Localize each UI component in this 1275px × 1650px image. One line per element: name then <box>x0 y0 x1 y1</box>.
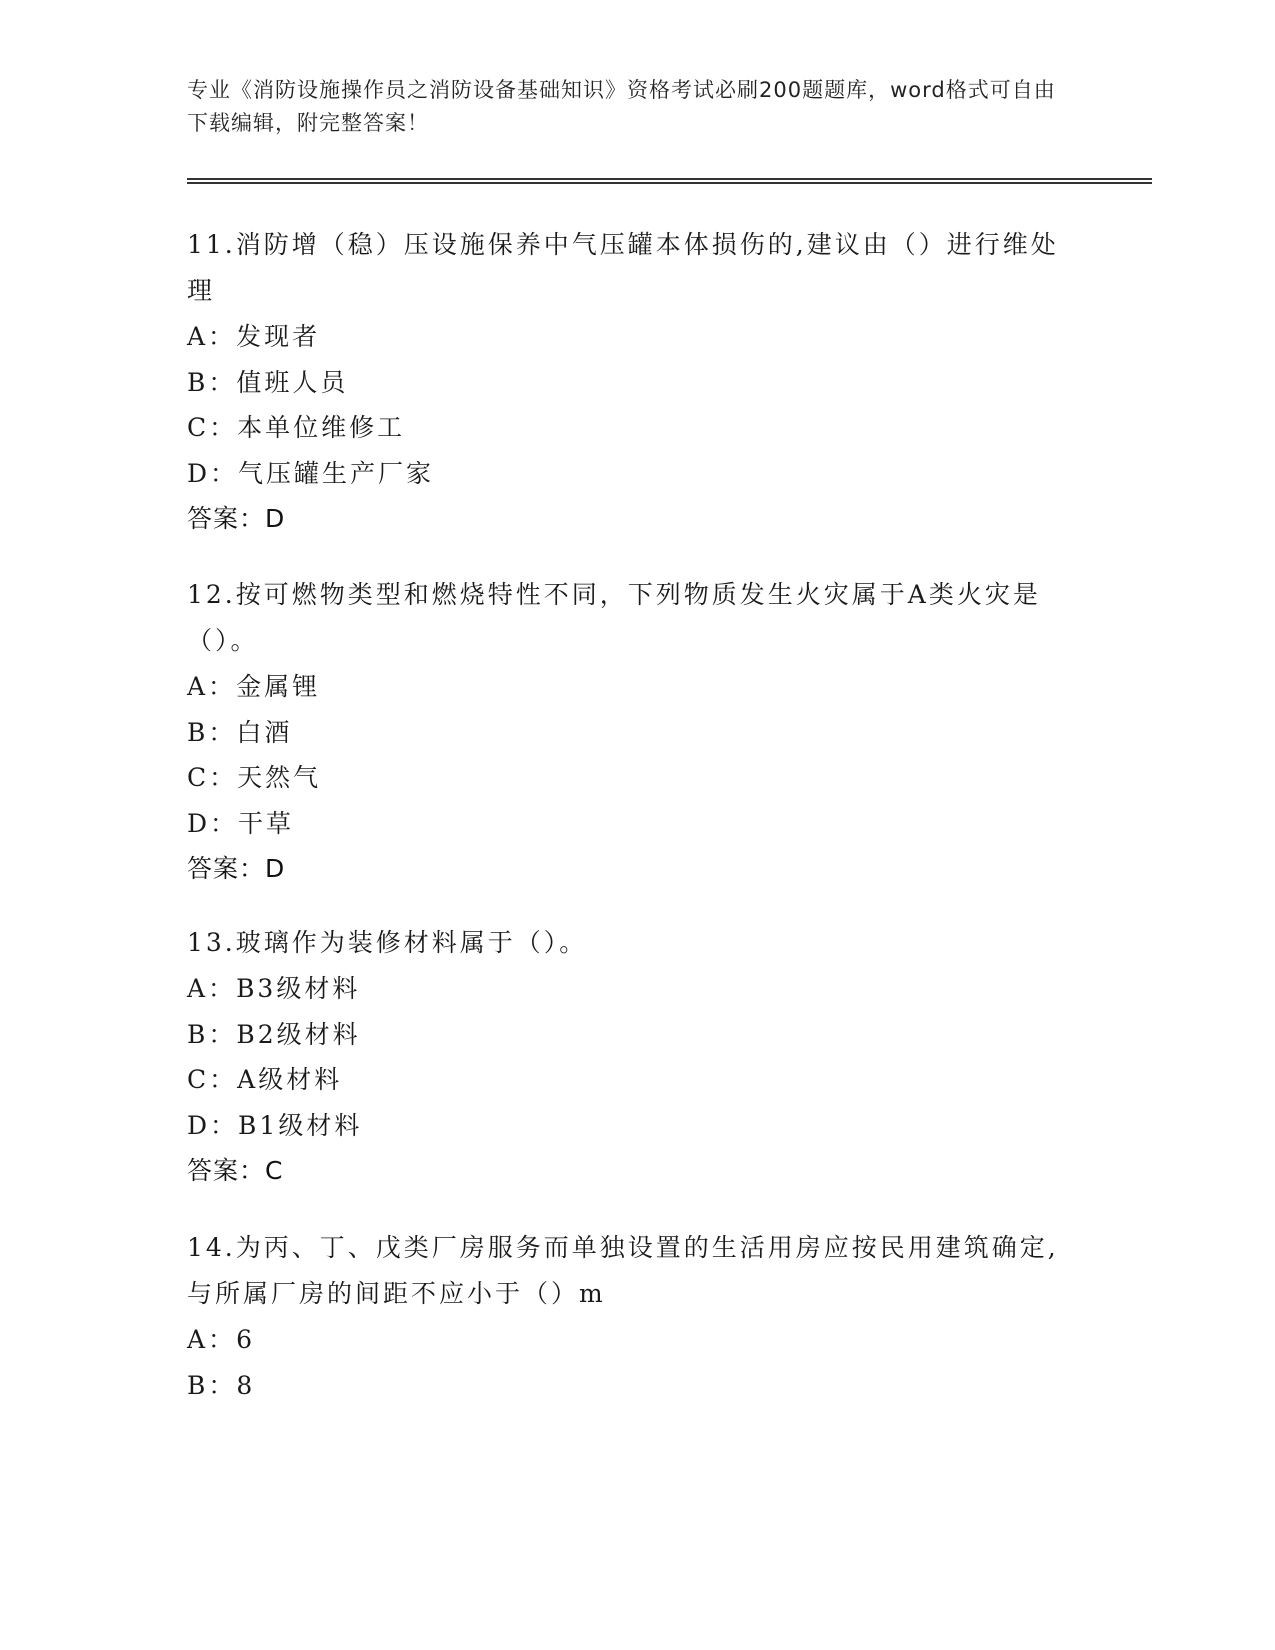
header-divider <box>187 178 1152 184</box>
option-text: 金属锂 <box>236 672 321 701</box>
option-letter: B： <box>187 717 237 747</box>
option-c <box>187 405 1152 451</box>
option-letter: D： <box>187 458 239 488</box>
answer-line: 答案：D <box>187 504 286 533</box>
option-d <box>187 1103 1152 1149</box>
option-letter: B： <box>187 367 237 397</box>
question-11 <box>187 222 1152 541</box>
option-letter: B： <box>187 1019 237 1049</box>
option-text: 本单位维修工 <box>237 413 406 442</box>
option-letter: A： <box>187 974 237 1003</box>
option-c <box>187 755 1152 801</box>
option-letter: A： <box>187 322 237 351</box>
option-d <box>187 801 1152 847</box>
option-letter: C： <box>187 763 238 792</box>
option-a <box>187 1317 1152 1363</box>
option-c <box>187 1057 1152 1103</box>
option-letter: A： <box>187 672 237 701</box>
question-stem: 11.消防增（稳）压设施保养中气压罐本体损伤的,建议由（）进行维处理 <box>187 230 1059 305</box>
option-b <box>187 1363 1152 1409</box>
option-letter: C： <box>187 413 238 442</box>
document-header: 专业《消防设施操作员之消防设备基础知识》资格考试必刷200题题库，word格式可自由下载编辑，附完整答案！ <box>187 78 1056 135</box>
option-a <box>187 966 1152 1012</box>
option-letter: D： <box>187 1110 239 1140</box>
question-12 <box>187 572 1152 891</box>
option-text: 白酒 <box>236 717 293 747</box>
option-a <box>187 664 1152 710</box>
option-text: A级材料 <box>237 1065 343 1094</box>
option-text: B2级材料 <box>236 1019 361 1049</box>
option-b <box>187 360 1152 406</box>
option-text: 值班人员 <box>236 367 349 397</box>
option-letter: C： <box>187 1065 238 1094</box>
option-b <box>187 1012 1152 1058</box>
question-stem: 14.为丙、丁、戊类厂房服务而单独设置的生活用房应按民用建筑确定,与所属厂房的间距不应小于（）m <box>187 1233 1059 1308</box>
question-14 <box>187 1225 1152 1408</box>
question-stem: 12.按可燃物类型和燃烧特性不同，下列物质发生火灾属于A类火灾是（）。 <box>187 580 1041 655</box>
option-text: 发现者 <box>236 322 321 351</box>
option-a <box>187 314 1152 360</box>
option-letter: D： <box>187 808 239 838</box>
option-letter: B： <box>187 1370 237 1400</box>
answer-line: 答案：D <box>187 854 286 883</box>
question-stem: 13.玻璃作为装修材料属于（）。 <box>187 928 588 957</box>
option-text: 8 <box>236 1370 256 1400</box>
option-text: B1级材料 <box>238 1110 363 1140</box>
option-d <box>187 451 1152 497</box>
option-text: 6 <box>236 1325 255 1354</box>
question-13 <box>187 920 1152 1193</box>
answer-line: 答案：C <box>187 1156 284 1185</box>
option-b <box>187 710 1152 756</box>
option-text: 气压罐生产厂家 <box>238 458 435 488</box>
option-text: B3级材料 <box>236 974 361 1003</box>
option-text: 干草 <box>238 808 295 838</box>
option-text: 天然气 <box>237 763 322 792</box>
option-letter: A： <box>187 1325 237 1354</box>
